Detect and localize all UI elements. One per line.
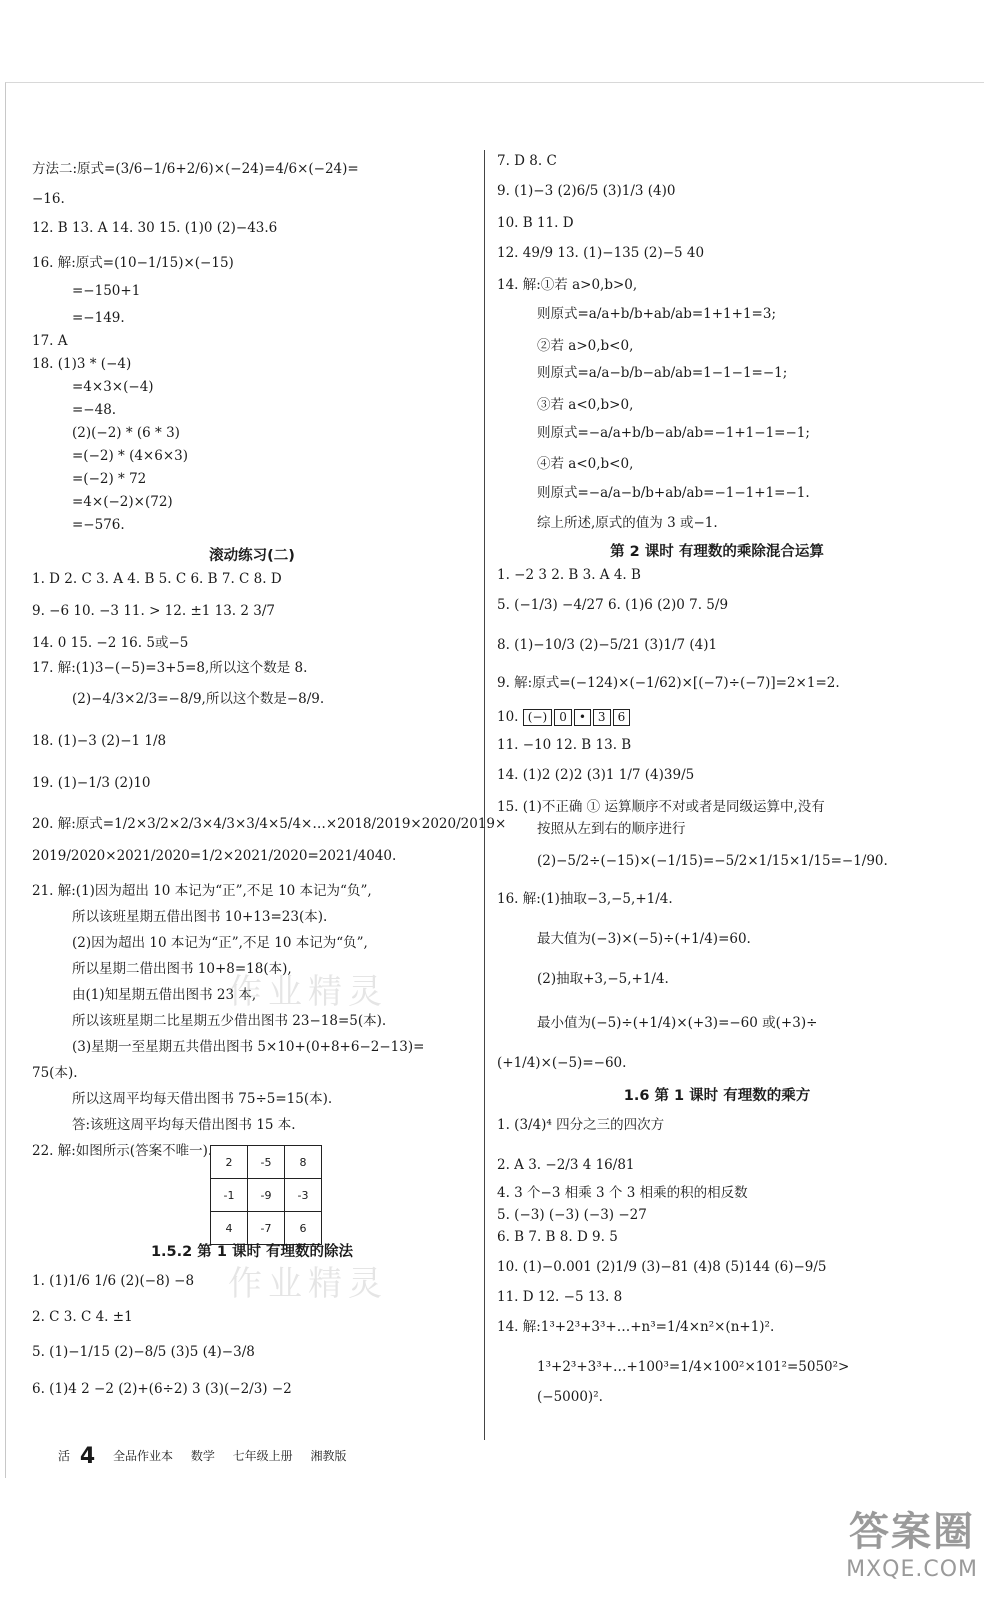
book-title: 全品作业本 [112,1449,173,1463]
answer-line: =(−2) * 72 [72,471,147,487]
answer-line: (2)因为超出 10 本记为“正”,不足 10 本记为“负”, [72,935,368,951]
answer-line: =−150+1 [72,283,141,299]
answer-line: (3)星期一至星期五共借出图书 5×10+(0+8+6−2−13)= [72,1039,425,1055]
answer-line: 17. 解:(1)3−(−5)=3+5=8,所以这个数是 8. [32,660,308,676]
answer-line: 则原式=−a/a+b/b−ab/ab=−1+1−1=−1; [537,425,810,441]
answer-line: 18. (1)−3 (2)−1 1/8 [32,733,167,749]
section-heading: 滚动练习(二) [209,548,295,564]
key-box: 0 [554,709,572,726]
answer-line: 所以星期二借出图书 10+8=18(本), [72,961,292,977]
question-number: 10. [497,709,519,725]
answer-line: 10. B 11. D [497,215,574,231]
answer-line: 14. 解:1³+2³+3³+…+n³=1/4×n²×(n+1)². [497,1319,775,1335]
answer-line: 14. 解:①若 a>0,b>0, [497,277,638,293]
answer-line: ④若 a<0,b<0, [537,456,634,472]
answer-line: 14. (1)2 (2)2 (3)1 1/7 (4)39/5 [497,767,695,783]
grid-cell: 4 [211,1212,248,1245]
watermark-text: 作业精灵 [228,1264,388,1304]
answer-line: =(−2) * (4×6×3) [72,448,189,464]
answer-line: 2. A 3. −2/3 4 16/81 [497,1157,635,1173]
key-box: 6 [613,709,631,726]
answer-line: 9. 解:原式=(−124)×(−1/62)×[(−7)÷(−7)]=2×1=2. [497,675,840,691]
grade: 七年级上册 [232,1449,293,1463]
answer-line: (−5000)². [537,1389,603,1405]
grid-cell: -1 [211,1179,248,1212]
answer-line: 18. (1)3 * (−4) [32,356,132,372]
answer-line: 所以这周平均每天借出图书 75÷5=15(本). [72,1091,333,1107]
answer-line: 6. (1)4 2 −2 (2)+(6÷2) 3 (3)(−2/3) −2 [32,1381,292,1397]
answer-line: (2)−5/2÷(−15)×(−1/15)=−5/2×1/15×1/15=−1/90. [537,853,888,869]
answer-line: 9. (1)−3 (2)6/5 (3)1/3 (4)0 [497,183,676,199]
answer-line: 所以该班星期五借出图书 10+13=23(本). [72,909,328,925]
grid-cell: -3 [285,1179,322,1212]
calculator-key-sequence [523,709,630,726]
answer-line: 1. D 2. C 3. A 4. B 5. C 6. B 7. C 8. D [32,571,282,587]
section-heading: 1.5.2 第 1 课时 有理数的除法 [150,1244,354,1260]
answer-line: 则原式=a/a+b/b+ab/ab=1+1+1=3; [537,306,776,322]
grid-cell: 8 [285,1146,322,1179]
footer-prefix: 活 [58,1449,71,1463]
column-divider [484,150,485,1440]
answer-line: 1. (1)1/6 1/6 (2)(−8) −8 [32,1273,195,1289]
answer-line: 2. C 3. C 4. ±1 [32,1309,133,1325]
answer-line: 12. B 13. A 14. 30 15. (1)0 (2)−43.6 [32,220,278,236]
answer-line: 综上所述,原式的值为 3 或−1. [537,515,718,531]
answer-line: 12. 49/9 13. (1)−135 (2)−5 40 [497,245,705,261]
answer-line: =4×3×(−4) [72,379,154,395]
key-box: 3 [593,709,611,726]
answer-line: 答:该班这周平均每天借出图书 15 本. [72,1117,296,1133]
answer-line: 16. 解:原式=(10−1/15)×(−15) [32,255,234,271]
answer-line: 7. D 8. C [497,153,557,169]
page-number: 4 [79,1444,96,1469]
answer-line: 2019/2020×2021/2020=1/2×2021/2020=2021/4040. [32,848,397,864]
answer-line: =−149. [72,310,125,326]
section-heading: 第 2 课时 有理数的乘除混合运算 [610,544,824,560]
answer-line: 方法二:原式=(3/6−1/6+2/6)×(−24)=4/6×(−24)= [32,161,359,177]
answer-line: 最小值为(−5)÷(+1/4)×(+3)=−60 或(+3)÷ [537,1015,818,1031]
answer-line: 6. B 7. B 8. D 9. 5 [497,1229,618,1245]
grid-cell: -9 [248,1179,285,1212]
section-heading: 1.6 第 1 课时 有理数的乘方 [623,1088,811,1104]
answer-line: 22. 解:如图所示(答案不唯一). [32,1143,213,1159]
answer-line: =−48. [72,402,117,418]
grid-cell: -5 [248,1146,285,1179]
answer-line: (2)抽取+3,−5,+1/4. [537,971,669,987]
key-box: (−) [523,709,552,726]
site-logo-text: 答案圈 [849,1509,976,1555]
answer-line: 5. (−3) (−3) (−3) −27 [497,1207,647,1223]
answer-line: ③若 a<0,b>0, [537,397,634,413]
answer-line: 1. −2 3 2. B 3. A 4. B [497,567,641,583]
answer-line: 11. −10 12. B 13. B [497,737,632,753]
page-frame [5,82,984,1478]
answer-line: 则原式=−a/a−b/b+ab/ab=−1−1+1=−1. [537,485,810,501]
answer-line: 11. D 12. −5 13. 8 [497,1289,623,1305]
answer-line: 21. 解:(1)因为超出 10 本记为“正”,不足 10 本记为“负”, [32,883,372,899]
answer-line: 14. 0 15. −2 16. 5或−5 [32,635,189,651]
answer-line: −16. [32,191,65,207]
answer-line: =−576. [72,517,125,533]
answer-line: 19. (1)−1/3 (2)10 [32,775,151,791]
answer-line [497,708,630,726]
answer-line: ②若 a>0,b<0, [537,338,634,354]
answer-line: 5. (1)−1/15 (2)−8/5 (3)5 (4)−3/8 [32,1344,255,1360]
magic-square-grid [210,1145,322,1245]
answer-line: 20. 解:原式=1/2×3/2×2/3×4/3×3/4×5/4×…×2018/2019×2020/2019× [32,816,507,832]
answer-line: (+1/4)×(−5)=−60. [497,1055,627,1071]
answer-line: 1³+2³+3³+…+100³=1/4×100²×101²=5050²> [537,1359,850,1375]
answer-line: 则原式=a/a−b/b−ab/ab=1−1−1=−1; [537,365,788,381]
answer-line: 75(本). [32,1065,78,1081]
site-watermark [846,1500,978,1582]
edition: 湘教版 [310,1449,347,1463]
watermark-text: 作业精灵 [228,972,388,1012]
grid-cell: -7 [248,1212,285,1245]
answer-line: 9. −6 10. −3 11. > 12. ±1 13. 2 3/7 [32,603,275,619]
answer-line: 4. 3 个−3 相乘 3 个 3 相乘的积的相反数 [497,1185,748,1201]
page-footer [58,1444,347,1469]
answer-line: 15. (1)不正确 ① 运算顺序不对或者是同级运算中,没有 [497,799,825,815]
key-box: • [574,709,591,726]
grid-cell: 6 [285,1212,322,1245]
answer-line: 1. (3/4)⁴ 四分之三的四次方 [497,1117,665,1133]
answer-line: 8. (1)−10/3 (2)−5/21 (3)1/7 (4)1 [497,637,718,653]
grid-cell: 2 [211,1146,248,1179]
subject: 数学 [190,1449,215,1463]
answer-line: 5. (−1/3) −4/27 6. (1)6 (2)0 7. 5/9 [497,597,729,613]
answer-line: =4×(−2)×(72) [72,494,173,510]
answer-line: 由(1)知星期五借出图书 23 本, [72,987,257,1003]
answer-line: 按照从左到右的顺序进行 [537,821,686,837]
answer-line: 16. 解:(1)抽取−3,−5,+1/4. [497,891,673,907]
answer-line: (2)−4/3×2/3=−8/9,所以这个数是−8/9. [72,691,325,707]
answer-line: (2)(−2) * (6 * 3) [72,425,180,441]
answer-line: 所以该班星期二比星期五少借出图书 23−18=5(本). [72,1013,387,1029]
answer-line: 最大值为(−3)×(−5)÷(+1/4)=60. [537,931,751,947]
answer-line: 17. A [32,333,68,349]
site-url: MXQE.COM [846,1557,978,1582]
answer-line: 10. (1)−0.001 (2)1/9 (3)−81 (4)8 (5)144 (6)−9/5 [497,1259,827,1275]
